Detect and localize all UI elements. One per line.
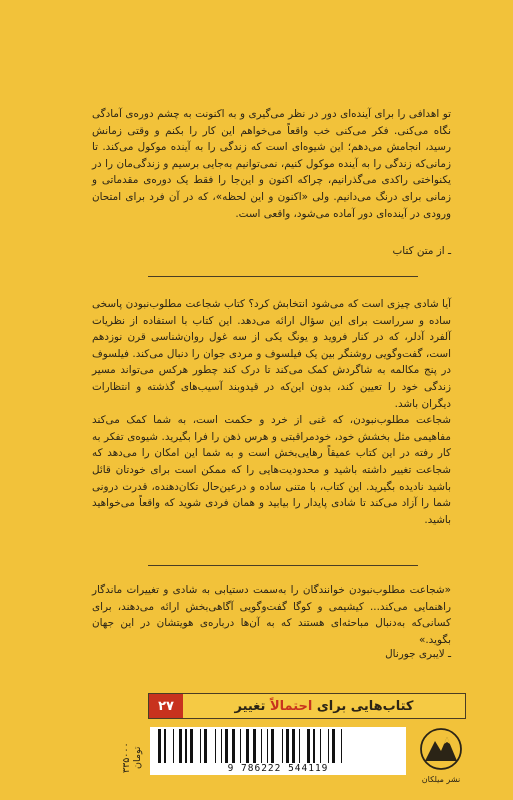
isbn-digits: 9 786222 544119 bbox=[227, 763, 329, 774]
isbn-barcode bbox=[150, 727, 406, 775]
excerpt-2-paragraph-1: آیا شادی چیزی است که می‌شود انتخابش کرد؟ کتاب شجاعت مطلوب‌نبودن پاسخی ساده و سرراست برای این سؤال ارائه می‌دهد. این کتاب با استفاده از نظریات آلفرد آدلر، که در کنار فروید و یونگ یکی از سه غول روان‌شناسی قرن نوزدهم است، گفت‌وگویی روشنگر بین یک فیلسوف و مردی جوان را دنبال می‌کند. فیلسوف در پنج مکالمه به شاگردش کمک می‌کند تا درک کند چطور هرکس می‌تواند مسیر زندگی خود را تعیین کند، بدون این‌که در قیدوبند آسیب‌های گذشته و انتظارات دیگران باشد. bbox=[92, 298, 451, 410]
price-label: ۳۳۵۰۰۰ تومان bbox=[121, 742, 143, 774]
series-label-accent: احتمالاً bbox=[269, 698, 313, 714]
excerpt-3-source: ـ لایبری جورنال bbox=[385, 648, 451, 660]
excerpt-1-text: تو اهدافی را برای آینده‌ای دور در نظر می‌گیری و به اکنونت به چشم دوره‌ی آمادگی نگاه می‌کنی. فکر می‌کنی خب واقعاً می‌خواهم این کار را بکنم و وقتی زمانش رسید، انجامش می‌دهم؛ این شیوه‌ای است که زندگی را به آینده موکول می‌کند. تا زمانی‌که زندگی را به آینده موکول کنیم، نمی‌توانیم به‌جایی برسیم و زندگی‌مان را در یکنواختی راکدی می‌گذرانیم، چراکه اکنون و این‌جا را فقط یک دوره‌ی مقدماتی و زمانی برای درنگ می‌دانیم. ولی «اکنون و این لحظه»، که در آن فرد برای امتحان ورودی در آینده‌ای دور آماده می‌شود، واقعی است. bbox=[92, 108, 451, 220]
series-number: ۲۷ bbox=[149, 694, 183, 718]
series-label-before: کتاب‌هایی برای bbox=[312, 698, 414, 714]
excerpt-2-paragraph-2: شجاعت مطلوب‌نبودن، که غنی از خرد و حکمت است، به شما کمک می‌کند مفاهیمی مثل بخشش خود، خودمراقبتی و هرس ذهن را فرا بگیرید. شیوه‌ی تفکر به کار رفته در این کتاب عمیقاً رهایی‌بخش است و به شما این امکان را می‌دهد که شجاعت تغییر داشته باشید و محدودیت‌هایی را که ممکن است برای خودتان قائل باشید نادیده بگیرید. این کتاب، با متنی ساده و درعین‌حال تکان‌دهنده، قدرت درونی شما را آزاد می‌کند تا شادی پایدار را بیابید و همان فردی شوید که واقعاً می‌خواهید باشید. bbox=[92, 414, 451, 526]
divider-1 bbox=[148, 276, 418, 277]
series-label-after: تغییر bbox=[234, 698, 270, 714]
excerpt-3 bbox=[92, 582, 451, 648]
series-label bbox=[183, 699, 465, 714]
excerpt-1 bbox=[92, 106, 451, 222]
publisher-name: نشر میلکان bbox=[421, 775, 461, 784]
barcode-bars-icon bbox=[158, 729, 398, 763]
series-badge bbox=[148, 693, 466, 719]
excerpt-2 bbox=[92, 296, 451, 528]
divider-2 bbox=[148, 565, 418, 566]
excerpt-3-text: «شجاعت مطلوب‌نبودن خوانندگان را به‌سمت دستیابی به شادی و تغییرات ماندگار راهنمایی می‌کند... کیشیمی و کوگا گفت‌وگویی آگاهی‌بخش ارائه می‌دهند، برای کسانی‌که به‌دنبال مباحثه‌ای هستند که به آن‌ها درباره‌ی هویتشان در این جهان بگوید.» bbox=[92, 584, 451, 646]
excerpt-1-source: ـ از متن کتاب bbox=[392, 245, 451, 257]
mountain-logo-icon bbox=[420, 727, 462, 777]
